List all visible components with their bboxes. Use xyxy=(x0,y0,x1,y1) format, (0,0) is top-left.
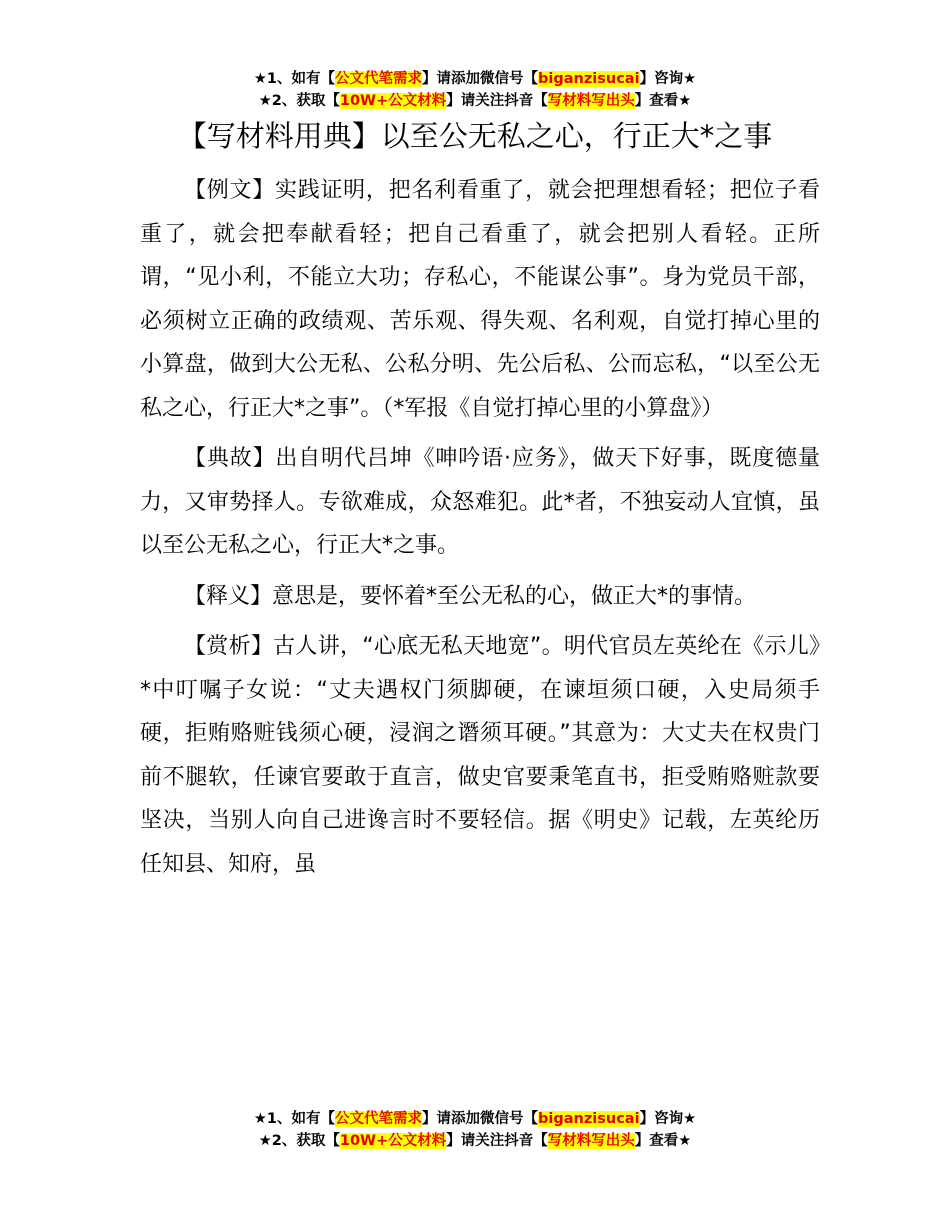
star-icon: ★ xyxy=(258,1133,272,1149)
header-banner-line-1 xyxy=(0,68,950,90)
star-icon: ★ xyxy=(253,71,267,87)
page-title: 【写材料用典】以至公无私之心，行正大*之事 xyxy=(177,119,773,153)
banner-text: 2、获取【 xyxy=(271,93,340,109)
star-icon: ★ xyxy=(258,93,272,109)
highlight-text: 公文代笔需求 xyxy=(335,1111,423,1127)
banner-text: 】请添加微信号【 xyxy=(422,1111,539,1127)
star-icon: ★ xyxy=(253,1111,267,1127)
footer-banner-line-2 xyxy=(0,1130,950,1152)
footer-banner-line-1 xyxy=(0,1108,950,1130)
banner-text: 】请添加微信号【 xyxy=(422,71,539,87)
banner-text: 】请关注抖音【 xyxy=(446,1133,548,1149)
paragraph-appreciation: 【赏析】古人讲，“心底无私天地宽”。明代官员左英纶在《示儿》*中叮嘱子女说：“丈夫遇权门须脚硬，在谏垣须口硬，入史局须手硬，拒贿赂赃钱须心硬，浸润之谮须耳硬。”其意为：大丈夫在权贵门前不腿软，任谏官要敢于直言，做史官要秉笔直书，拒受贿赂赃款要坚决，当别人向自己进谗言时不要轻信。据《明史》记载，左英纶历任知县、知府，虽 xyxy=(140,634,820,877)
paragraph-meaning: 【释义】意思是，要怀着*至公无私的心，做正大*的事情。 xyxy=(184,583,757,609)
highlight-text: 公文代笔需求 xyxy=(335,71,423,87)
wechat-id-highlight: biganzisucai xyxy=(538,1111,640,1127)
banner-text: 】请关注抖音【 xyxy=(446,93,548,109)
paragraph-example: 【例文】实践证明，把名利看重了，就会把理想看轻；把位子看重了，就会把奉献看轻；把自己看重了，就会把别人看轻。正所谓，“见小利，不能立大功；存私心，不能谋公事”。身为党员干部，必须树立正确的政绩观、苦乐观、得失观、名利观，自觉打掉心里的小算盘，做到大公无私、公私分明、先公后私、公而忘私，“以至公无私之心，行正大*之事”。（*军报《自觉打掉心里的小算盘》） xyxy=(140,178,820,421)
paragraph-allusion: 【典故】出自明代吕坤《呻吟语·应务》，做天下好事，既度德量力，又审势择人。专欲难成，众怒难犯。此*者，不独妄动人宜慎，虽以至公无私之心，行正大*之事。 xyxy=(140,446,820,558)
header-banner xyxy=(0,68,950,112)
banner-text: 2、获取【 xyxy=(271,1133,340,1149)
footer-banner xyxy=(0,1108,950,1152)
header-banner-line-2 xyxy=(0,90,950,112)
banner-text: 1、如有【 xyxy=(266,71,336,87)
banner-text: 】咨询★ xyxy=(639,71,697,87)
banner-text: 1、如有【 xyxy=(266,1111,336,1127)
douyin-account-highlight: 写材料写出头 xyxy=(547,1133,635,1149)
document-body xyxy=(140,169,820,893)
highlight-text: 10W+公文材料 xyxy=(339,93,447,109)
banner-text: 】查看★ xyxy=(634,1133,692,1149)
banner-text: 】查看★ xyxy=(634,93,692,109)
banner-text: 】咨询★ xyxy=(639,1111,697,1127)
wechat-id-highlight: biganzisucai xyxy=(538,71,640,87)
highlight-text: 10W+公文材料 xyxy=(339,1133,447,1149)
douyin-account-highlight: 写材料写出头 xyxy=(547,93,635,109)
